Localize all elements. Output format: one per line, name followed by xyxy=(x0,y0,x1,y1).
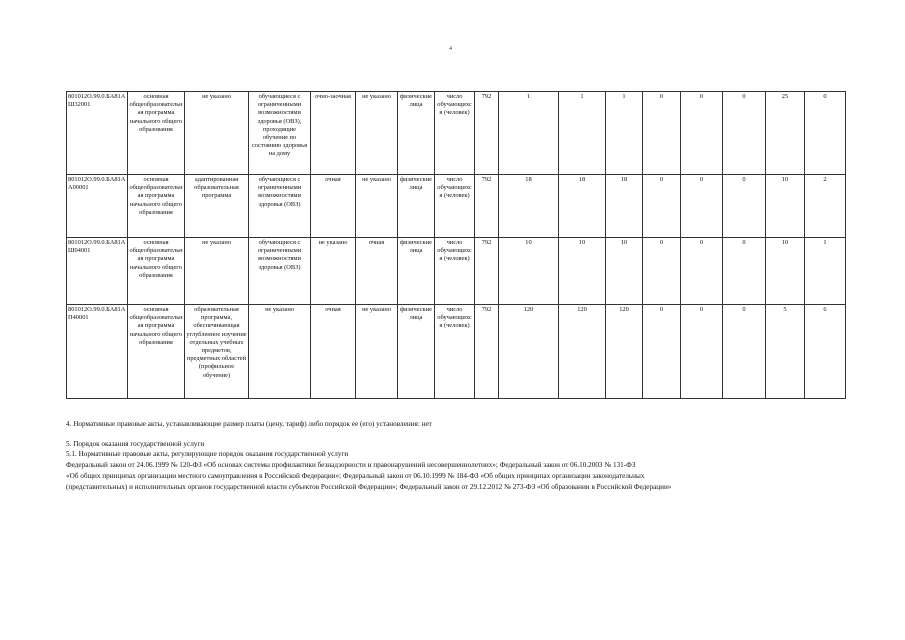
program-type: основная общеобразовательная программа начального общего образования xyxy=(128,305,185,399)
program-kind: адаптированная образовательная программа xyxy=(185,175,249,238)
indicator-name: число обучающихся (человек) xyxy=(435,305,475,399)
page-number: 4 xyxy=(449,46,452,52)
value-cell: 0 xyxy=(805,92,846,175)
program-type: основная общеобразовательная программа начального общего образования xyxy=(128,238,185,305)
value-cell: 10 xyxy=(766,238,805,305)
value-cell: 1 xyxy=(559,92,606,175)
student-category: обучающиеся с ограниченными возможностями здоровья (ОВЗ) xyxy=(249,238,311,305)
consumer-category: физические лица xyxy=(398,92,435,175)
value-cell: 5 xyxy=(766,305,805,399)
program-type: основная общеобразовательная программа начального общего образования xyxy=(128,92,185,175)
value-cell: 0 xyxy=(643,305,681,399)
condition: не указано xyxy=(356,175,398,238)
program-type: основная общеобразовательная программа начального общего образования xyxy=(128,175,185,238)
regulatory-acts-text-2: «Об общих принципах организации местного самоуправления в Российской Федерации»; Федеральный закон от 06.10.1999 № 184-ФЗ «Об общих принципах организации законодательных xyxy=(66,472,645,480)
indicator-name: число обучающихся (человек) xyxy=(435,238,475,305)
okei-code: 792 xyxy=(475,92,499,175)
value-cell: 0 xyxy=(681,175,723,238)
consumer-category: физические лица xyxy=(398,175,435,238)
condition: не указано xyxy=(356,305,398,399)
okei-code: 792 xyxy=(475,238,499,305)
consumer-category: физические лица xyxy=(398,305,435,399)
value-cell: 120 xyxy=(606,305,643,399)
form-of-study: очная xyxy=(311,305,356,399)
indicator-name: число обучающихся (человек) xyxy=(435,92,475,175)
payment-acts-line: 4. Нормативные правовые акты, устанавливающие размер платы (цену, тариф) либо порядок ее (его) установления: нет xyxy=(66,420,432,428)
value-cell: 10 xyxy=(559,238,606,305)
service-volume-table xyxy=(66,91,846,399)
value-cell: 0 xyxy=(681,92,723,175)
table-row xyxy=(67,175,846,238)
table-row xyxy=(67,305,846,399)
value-cell: 2 xyxy=(805,175,846,238)
program-kind: не указано xyxy=(185,92,249,175)
registry-code: 801012О.99.0.БА81АШ04001 xyxy=(67,238,128,305)
value-cell: 18 xyxy=(559,175,606,238)
okei-code: 792 xyxy=(475,305,499,399)
value-cell: 1 xyxy=(499,92,559,175)
form-of-study: очно-заочная xyxy=(311,92,356,175)
registry-code: 801012О.99.0.БА81АШ32001 xyxy=(67,92,128,175)
table-row xyxy=(67,92,846,175)
value-cell: 1 xyxy=(606,92,643,175)
condition: не указано xyxy=(356,92,398,175)
value-cell: 18 xyxy=(606,175,643,238)
value-cell: 10 xyxy=(499,238,559,305)
value-cell: 0 xyxy=(643,92,681,175)
student-category: не указано xyxy=(249,305,311,399)
form-of-study: очная xyxy=(311,175,356,238)
value-cell: 1 xyxy=(805,238,846,305)
form-of-study: не указано xyxy=(311,238,356,305)
student-category: обучающиеся с ограниченными возможностями здоровья (ОВЗ), проходящие обучение по состоянию здоровья на дому xyxy=(249,92,311,175)
service-procedure-heading: 5. Порядок оказания государственной услуги xyxy=(66,440,205,448)
value-cell: 10 xyxy=(606,238,643,305)
regulatory-acts-text-3: (представительных) и исполнительных органов государственной власти субъектов Российской Федерации»; Федеральный закон от 29.12.2012 № 273-ФЗ «Об образовании в Российской Федерации» xyxy=(66,483,672,491)
condition: очная xyxy=(356,238,398,305)
value-cell: 0 xyxy=(681,305,723,399)
value-cell: 18 xyxy=(499,175,559,238)
indicator-name: число обучающихся (человек) xyxy=(435,175,475,238)
value-cell: 0 xyxy=(643,175,681,238)
value-cell: 0 xyxy=(643,238,681,305)
program-kind: образовательная программа, обеспечивающая углубленное изучение отдельных учебных предметов, предметных областей (профильное обучение) xyxy=(185,305,249,399)
registry-code: 801012О.99.0.БА81АА00001 xyxy=(67,175,128,238)
value-cell: 10 xyxy=(766,175,805,238)
value-cell: 0 xyxy=(723,305,766,399)
table-row xyxy=(67,238,846,305)
value-cell: 120 xyxy=(499,305,559,399)
value-cell: 25 xyxy=(766,92,805,175)
student-category: обучающиеся с ограниченными возможностями здоровья (ОВЗ) xyxy=(249,175,311,238)
value-cell: 0 xyxy=(723,238,766,305)
consumer-category: физические лица xyxy=(398,238,435,305)
value-cell: 6 xyxy=(805,305,846,399)
program-kind: не указано xyxy=(185,238,249,305)
regulatory-acts-heading: 5.1. Нормативные правовые акты, регулирующие порядок оказания государственной услуги xyxy=(66,450,349,458)
value-cell: 0 xyxy=(723,175,766,238)
value-cell: 0 xyxy=(681,238,723,305)
registry-code: 801012О.99.0.БА81АП40001 xyxy=(67,305,128,399)
value-cell: 120 xyxy=(559,305,606,399)
regulatory-acts-text-1: Федеральный закон от 24.06.1999 № 120-ФЗ «Об основах системы профилактики безнадзорности и правонарушений несовершеннолетних»; Федеральный закон от 06.10.2003 № 131-ФЗ xyxy=(66,461,636,469)
okei-code: 792 xyxy=(475,175,499,238)
value-cell: 0 xyxy=(723,92,766,175)
